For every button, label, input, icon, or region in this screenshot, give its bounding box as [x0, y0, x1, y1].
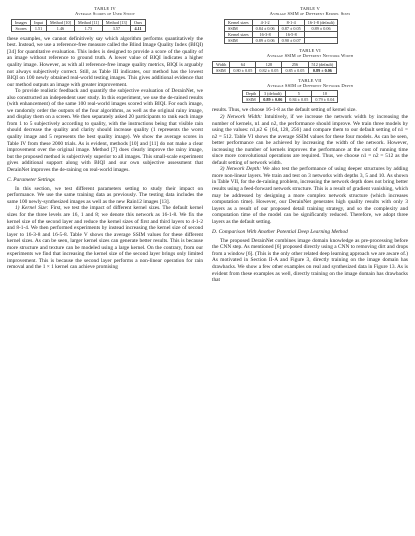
left-column	[7, 6, 203, 271]
table-cell: 0.79 ± 0.04	[312, 97, 338, 103]
table-row	[213, 67, 337, 73]
table-cell: SSIM	[213, 67, 230, 73]
table-cell: 256	[282, 61, 308, 67]
body-paragraph: In this section, we test different parameters setting to study their impact on performance. We use the same training data as previously. The testing data includes the same 100 newly-synthesized images as well as the new Rain12 images [13].	[7, 185, 203, 205]
body-paragraph	[7, 205, 203, 270]
table-cell: 0.89 ± 0.06	[252, 37, 278, 43]
table-cell: 5	[286, 91, 312, 97]
table6-title: Average SSIM of Different Network Width	[266, 53, 354, 59]
table-cell: 512 (default)	[308, 61, 337, 67]
table-row	[243, 97, 338, 103]
table-cell-best: 4.11	[130, 25, 145, 31]
table-cell: Scores	[12, 25, 31, 31]
table-cell: SSIM	[225, 37, 253, 43]
table-cell: 3.57	[102, 25, 130, 31]
table-cell: 0.87 ± 0.05	[278, 25, 304, 31]
table5	[224, 19, 338, 44]
right-column	[212, 6, 408, 284]
table-cell: 0.80 ± 0.05	[230, 67, 256, 73]
table-cell: 8-1-4	[278, 19, 304, 25]
table7-title: Average SSIM of Different Network Depth	[267, 83, 353, 89]
body-paragraph	[212, 166, 408, 225]
table-cell: Ours	[130, 19, 145, 25]
paragraph-subheading: 2) Network Width:	[220, 113, 262, 120]
table7	[242, 90, 338, 103]
body-paragraph: these examples, we cannot definitively say which algorithm performs quantitatively the best. Instead, we use a reference-free measure called the Blind Image Quality Index (BIQI) [34] for quantitative evaluation. This index is designed to provide a score of the quality of an image without reference to ground truth. A lower value of BIQI indicates a higher quality image. However, as with all reference-free image quality metrics, BIQI is arguably not always subjectively correct. Still, as Table III indicates, our method has the lowest BIQI on 100 newly obtained real-world testing images. This gives additional evidence that our method outputs an image with greater improvement.	[7, 35, 203, 88]
table4-title: Average Scores of User Study	[74, 11, 136, 17]
paragraph-text: First, we test the impact of different kernel sizes. The default kernel sizes for the three levels are 16, 1 and 8; we denote this network as 16-1-8. We fix the kernel size of the second layer and reduce the kernel sizes of first and third layers to 4-1-2 and 8-1-4. We then performed experiments by instead increasing the kernel size of second layer to 16-3-8 and 16-5-8. Table V shows the average SSIM values for these different kernel sizes. As can be seen, larger kernel sizes can generate better results. This is because more structure and texture can be modeled using a large kernel. On the contrary, from our experiments we find that increasing the kernel size of the second layer brings only limited improvement. This is because the second layer performs a non-linear operation for rain removal and the 1 × 1 kernel can achieve promising	[7, 205, 203, 271]
table-cell: SSIM	[225, 25, 253, 31]
table4-number: TABLE IV	[94, 6, 116, 11]
table-cell: 0.89 ± 0.06	[304, 25, 338, 31]
table-cell: SSIM	[243, 97, 260, 103]
table-cell: 0.84 ± 0.05	[286, 97, 312, 103]
table-cell: 1.51	[31, 25, 47, 31]
table-cell: 128	[256, 61, 282, 67]
table-cell: Images	[12, 19, 31, 25]
table7-number: TABLE VII	[298, 77, 322, 83]
table-cell: 16-3-8	[252, 31, 278, 37]
paragraph-subheading: 1) Kernel Size:	[15, 205, 49, 212]
table-cell: 16-5-8	[278, 31, 304, 37]
table7-caption	[212, 78, 408, 89]
table-cell: Method [11]	[75, 19, 103, 25]
table-cell: Method [13]	[102, 19, 130, 25]
table6-caption	[212, 48, 408, 59]
table-cell: 1.73	[75, 25, 103, 31]
table-cell: 0.90 ± 0.07	[278, 37, 304, 43]
table-cell: 16-1-8 (default)	[304, 19, 338, 25]
table-cell: 4-1-2	[252, 19, 278, 25]
paragraph-text: We also test the performance of using deeper structures by adding more non-linear layers. We train and test on 3 networks with depths 3, 5 and 10. As shown in Table VII, for the de-raining problem, increasing the network depth does not bring better results using a feed-forward network structure. This is a result of gradient vanishing, which may be addressed by designing a more complex network structure (which increases computation time). However, our DerainNet generates high quality results with only 3 layers as a result of our proposed detail training strategy, and so the complexity and computation time of the model can be significantly reduced. Therefore, we adopt three layers as the default setting.	[212, 166, 409, 225]
table-cell: 3 (default)	[260, 91, 286, 97]
body-paragraph: The proposed DerainNet combines image domain knowledge as pre-processing before the CNN step. As mentioned [6] proposed directly using a CNN to removing dirt and drops from a window [6]. (This is the only other related deep learning approach we are aware of.) As motivated in Section II-A and Figure 3, directly training on the image domain has drawbacks. We show a few other examples on real and synthesized data in Figure 13. As is evident from these examples as well, directly training on the image domain has drawbacks that	[212, 237, 408, 284]
table-cell: Kernel sizes	[225, 19, 253, 25]
table-cell: 0.85 ± 0.05	[282, 67, 308, 73]
table-row	[12, 25, 146, 31]
table-row	[225, 37, 338, 43]
table-cell: 64	[230, 61, 256, 67]
table-cell: 10	[312, 91, 338, 97]
table-cell: Input	[31, 19, 47, 25]
paragraph-text: Intuitively, if we increase the network width by increasing the number of kernels, n1 and n2, the performance should improve. We train three models by using the values: n1,n2 ∈ {64, 128, 256} and compare them to our default setting of n1 = n2 = 512. Table VI shows the average SSIM values for these four models. As can be seen, better performance can be achieved by increasing the width of the network. However, increasing the number of kernels improves the performance at the cost of running time since more convolutional operations are required. Thus, we choose n1 = n2 = 512 as the default setting of network width.	[212, 113, 409, 166]
body-paragraph: To provide realistic feedback and quantify the subjective evaluation of DerainNet, we also constructed an independent user study. In this experiment, we use the de-rained results (with enhancement) of the same 100 real-world images scored with BIQI. For each image, we randomly order the outputs of the four algorithms, as well as the original rainy image, and display them on a screen. We then separately asked 20 participants to rank each image from 1 to 5 subjectively according to quality, with the instructions being that visible rain should decrease the quality and clarity should increase quality (1 represents the worst quality image and 5 represents the best quality image). We show the average scores in Table IV from these 2000 trials. As is evident, methods [10] and [11] do not make a clear improvement over the original image. Method [7] does clearly improve the rainy image, but the proposed method is subjectively superior to all images. This small-scale experiment gives additional support along with BIQI and our own subjective assessment that DerainNet improves the de-raining on real-world images.	[7, 88, 203, 173]
table-cell: 0.84 ± 0.06	[252, 25, 278, 31]
table-cell: 1.46	[46, 25, 74, 31]
table6	[212, 61, 337, 74]
table4-caption	[7, 6, 203, 17]
table-cell: Method [10]	[46, 19, 74, 25]
body-paragraph	[212, 114, 408, 166]
section-heading: D. Comparison With Another Potential Deep Learning Method	[212, 229, 348, 236]
body-paragraph: results. Thus, we choose 16-1-8 as the default setting of kernel size.	[212, 107, 357, 114]
table6-number: TABLE VI	[299, 47, 321, 53]
table-cell: Kernel sizes	[225, 31, 253, 37]
table4	[11, 19, 146, 32]
table-cell-best: 0.89 ± 0.06	[308, 67, 337, 73]
table-cell: Width	[213, 61, 230, 67]
table5-number: TABLE V	[300, 6, 320, 11]
table-cell: Depth	[243, 91, 260, 97]
paragraph-subheading: 3) Network Depth:	[220, 166, 261, 173]
table5-title: Average SSIM of Different Kernel Sizes	[269, 11, 351, 17]
table-cell-empty	[304, 37, 338, 43]
table-cell-best: 0.89 ± 0.06	[260, 97, 286, 103]
table-cell: 0.82 ± 0.05	[256, 67, 282, 73]
table5-caption	[212, 6, 408, 17]
section-heading: C. Parameter Settings	[7, 177, 55, 184]
